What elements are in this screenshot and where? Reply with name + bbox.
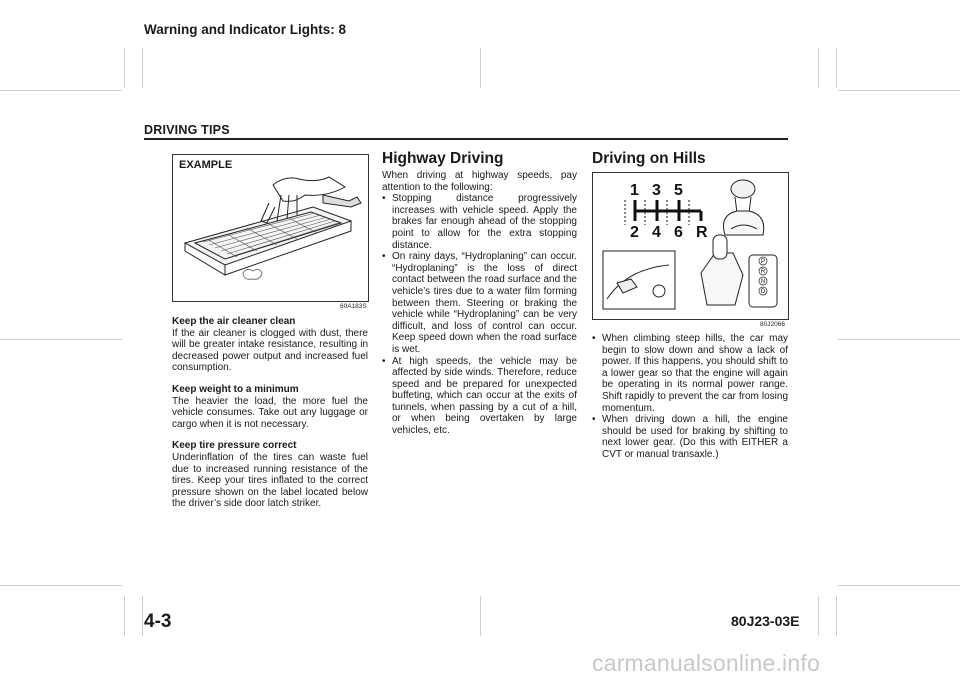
selector-label: D xyxy=(760,289,766,295)
gear-label: R xyxy=(696,224,708,241)
gear-label: 6 xyxy=(674,224,683,241)
list-item: • On rainy days, “Hydroplaning” can occur. “Hydroplaning” is the loss of direct contact between the road surface and the vehicle’s tires due to a water film forming between them. Steering or braking the vehicle while “Hydroplaning” can be very difficult, and loss of control can occur. Keep speed down when the road surface is wet. xyxy=(382,251,577,355)
crop-mark xyxy=(142,48,143,88)
crop-mark xyxy=(818,596,819,636)
hills-bullets xyxy=(592,333,788,461)
highway-intro: When driving at highway speeds, pay attention to the following: xyxy=(382,170,577,193)
crop-mark xyxy=(838,90,960,91)
list-item: • Stopping distance progressively increases with vehicle speed. Apply the brakes far enough ahead of the stopping point to allow for the extra stopping distance. xyxy=(382,193,577,251)
tip-heading: Keep tire pressure correct xyxy=(172,440,297,452)
watermark-url: carmanualsonline.info xyxy=(592,650,820,676)
section-rule xyxy=(144,138,788,140)
crop-mark xyxy=(480,48,481,88)
selector-label: P xyxy=(760,259,766,265)
crop-mark xyxy=(0,90,122,91)
gearshift-figure xyxy=(592,172,789,320)
figure-caption: 60A183S xyxy=(340,303,367,310)
crop-mark xyxy=(836,48,837,88)
gear-label: 1 xyxy=(630,182,639,199)
list-item: • When driving down a hill, the engine should be used for braking by shifting to next lower gear. (Do this with EITHER a CVT or manual transaxle.) xyxy=(592,414,788,460)
list-item: • At high speeds, the vehicle may be affected by side winds. Therefore, reduce speed and be prepared for unexpected buffeting, which can occur at the exits of tunnels, when passing by a cut of a hill, or when being overtaken by large vehicles, etc. xyxy=(382,356,577,437)
right-column xyxy=(592,333,788,461)
gearshift-illustration xyxy=(593,173,788,319)
left-column xyxy=(172,316,368,510)
example-label: EXAMPLE xyxy=(179,159,233,171)
crop-mark xyxy=(480,596,481,636)
tip-heading: Keep weight to a minimum xyxy=(172,383,299,395)
gear-label: 4 xyxy=(652,224,661,241)
page-number: 4-3 xyxy=(144,611,172,632)
list-item: • When climbing steep hills, the car may begin to slow down and show a lack of power. If this happens, you should shift to a lower gear so that the engine will again be operating in its normal power range. Shift rapidly to prevent the car from losing momentum. xyxy=(592,333,788,414)
crop-mark xyxy=(124,48,125,88)
highway-driving-heading: Highway Driving xyxy=(382,150,504,167)
selector-label: R xyxy=(760,269,766,275)
tip-heading: Keep the air cleaner clean xyxy=(172,316,296,327)
selector-label: N xyxy=(760,279,766,285)
driving-on-hills-heading: Driving on Hills xyxy=(592,150,706,167)
crop-mark xyxy=(0,339,122,340)
figure-caption: 80J2066 xyxy=(760,321,785,328)
air-cleaner-figure xyxy=(172,154,369,302)
crop-mark xyxy=(836,596,837,636)
tip-text: The heavier the load, the more fuel the vehicle consumes. Take out any luggage or cargo when it is not necessary. xyxy=(172,395,368,430)
right-column-heading-wrap xyxy=(592,150,788,170)
page-header-title: Warning and Indicator Lights: 8 xyxy=(144,22,346,37)
crop-mark xyxy=(142,596,143,636)
tip-text: Underinflation of the tires can waste fuel due to increased running resistance of the tires. Keep your tires inflated to the correct pressure shown on the label located below the driver’s side door latch striker. xyxy=(172,451,368,510)
highway-bullets xyxy=(382,193,577,436)
middle-column xyxy=(382,150,577,437)
crop-mark xyxy=(838,585,960,586)
document-code: 80J23-03E xyxy=(731,613,800,629)
tip-text: If the air cleaner is clogged with dust, there will be greater intake resistance, resulting in decreased power output and increased fuel consumption. xyxy=(172,327,368,374)
section-title: DRIVING TIPS xyxy=(144,123,230,137)
gear-label: 2 xyxy=(630,224,639,241)
crop-mark xyxy=(818,48,819,88)
gear-label: 3 xyxy=(652,182,661,199)
crop-mark xyxy=(838,339,960,340)
air-cleaner-illustration xyxy=(173,155,368,301)
crop-mark xyxy=(124,596,125,636)
gear-label: 5 xyxy=(674,182,683,199)
crop-mark xyxy=(0,585,122,586)
